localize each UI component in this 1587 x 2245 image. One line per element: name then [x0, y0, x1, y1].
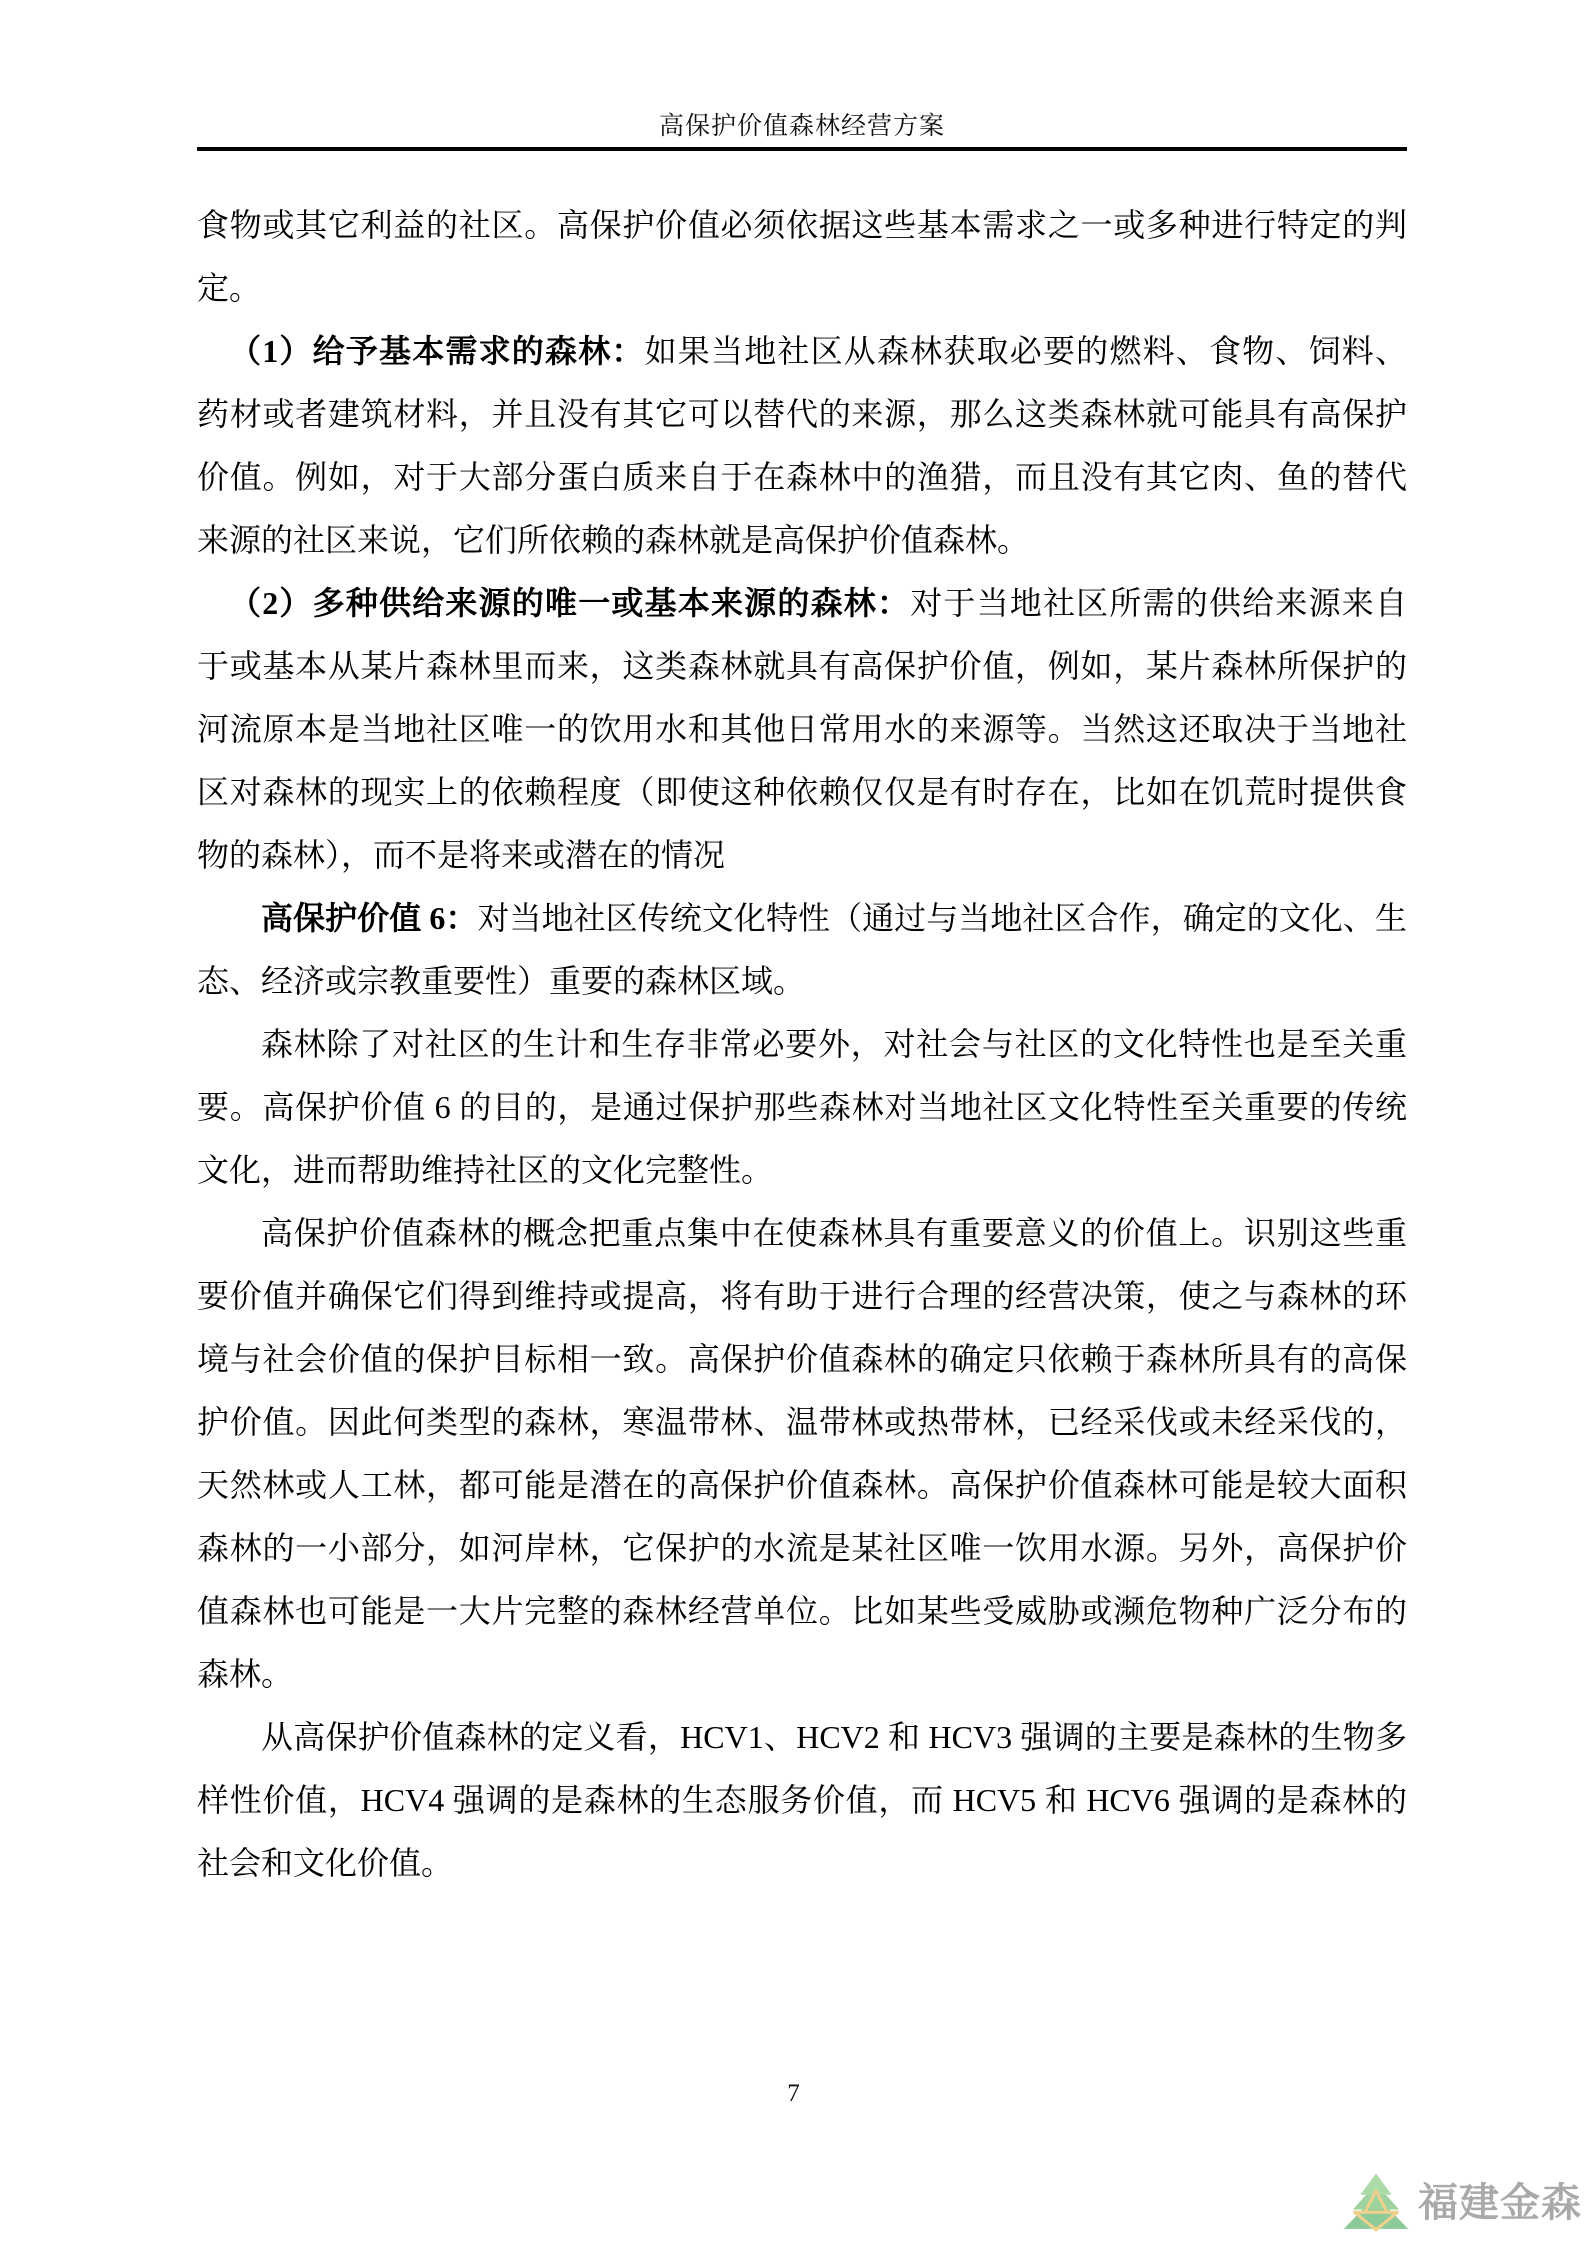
text-line: 食物或其它利益的社区。高保护价值必须依据这些基本需求之一或多种进行特定的判: [197, 207, 1407, 243]
text-line: 于或基本从某片森林里而来，这类森林就具有高保护价值，例如，某片森林所保护的: [197, 648, 1407, 684]
text-line: 值森林也可能是一大片完整的森林经营单位。比如某些受威胁或濒危物种广泛分布的: [197, 1593, 1407, 1629]
text-line: 态、经济或宗教重要性）重要的森林区域。: [197, 963, 806, 999]
company-logo: [1340, 2170, 1582, 2236]
header-rule: [197, 147, 1407, 151]
bold-run-in-heading: （2）多种供给来源的唯一或基本来源的森林：: [229, 585, 911, 621]
company-logo-text: 福建金森: [1418, 2181, 1582, 2225]
text-line: 来源的社区来说，它们所依赖的森林就是高保护价值森林。: [197, 522, 1030, 558]
text-line: 从高保护价值森林的定义看，HCV1、HCV2 和 HCV3 强调的主要是森林的生物多: [261, 1719, 1407, 1755]
text-line: 护价值。因此何类型的森林，寒温带林、温带林或热带林，已经采伐或未经采伐的，: [197, 1404, 1407, 1440]
text-line: 物的森林），而不是将来或潜在的情况: [197, 837, 726, 873]
text-line: 样性价值，HCV4 强调的是森林的生态服务价值，而 HCV5 和 HCV6 强调的是森林的: [197, 1782, 1407, 1818]
pine-tree-icon: [1340, 2170, 1412, 2236]
text-line: 社会和文化价值。: [197, 1845, 454, 1881]
text-line: 森林除了对社区的生计和生存非常必要外，对社会与社区的文化特性也是至关重: [261, 1026, 1407, 1062]
text-line: 河流原本是当地社区唯一的饮用水和其他日常用水的来源等。当然这还取决于当地社: [197, 711, 1407, 747]
text-line: （1）给予基本需求的森林：如果当地社区从森林获取必要的燃料、食物、饲料、: [229, 333, 1407, 369]
text-line: 要。高保护价值 6 的目的，是通过保护那些森林对当地社区文化特性至关重要的传统: [197, 1089, 1407, 1125]
text-line: 天然林或人工林，都可能是潜在的高保护价值森林。高保护价值森林可能是较大面积: [197, 1467, 1407, 1503]
text-line: 高保护价值森林的概念把重点集中在使森林具有重要意义的价值上。识别这些重: [261, 1215, 1407, 1251]
text-line: 境与社会价值的保护目标相一致。高保护价值森林的确定只依赖于森林所具有的高保: [197, 1341, 1407, 1377]
bold-run-in-heading: 高保护价值 6：: [261, 900, 478, 936]
text-line: 高保护价值 6：对当地社区传统文化特性（通过与当地社区合作，确定的文化、生: [261, 900, 1407, 936]
page-number: 7: [787, 2080, 800, 2107]
text-line: 文化，进而帮助维持社区的文化完整性。: [197, 1152, 774, 1188]
text-line: 森林的一小部分，如河岸林，它保护的水流是某社区唯一饮用水源。另外，高保护价: [197, 1530, 1407, 1566]
bold-run-in-heading: （1）给予基本需求的森林：: [229, 333, 645, 369]
text-line: 森林。: [197, 1656, 294, 1692]
page-header-title: 高保护价值森林经营方案: [658, 113, 945, 140]
text-line: （2）多种供给来源的唯一或基本来源的森林：对于当地社区所需的供给来源来自: [229, 585, 1407, 621]
text-line: 药材或者建筑材料，并且没有其它可以替代的来源，那么这类森林就可能具有高保护: [197, 396, 1407, 432]
text-line: 价值。例如，对于大部分蛋白质来自于在森林中的渔猎，而且没有其它肉、鱼的替代: [197, 459, 1407, 495]
document-body: [197, 194, 1407, 1895]
text-line: 要价值并确保它们得到维持或提高，将有助于进行合理的经营决策，使之与森林的环: [197, 1278, 1407, 1314]
text-line: 区对森林的现实上的依赖程度（即使这种依赖仅仅是有时存在，比如在饥荒时提供食: [197, 774, 1407, 810]
text-line: 定。: [197, 270, 262, 306]
